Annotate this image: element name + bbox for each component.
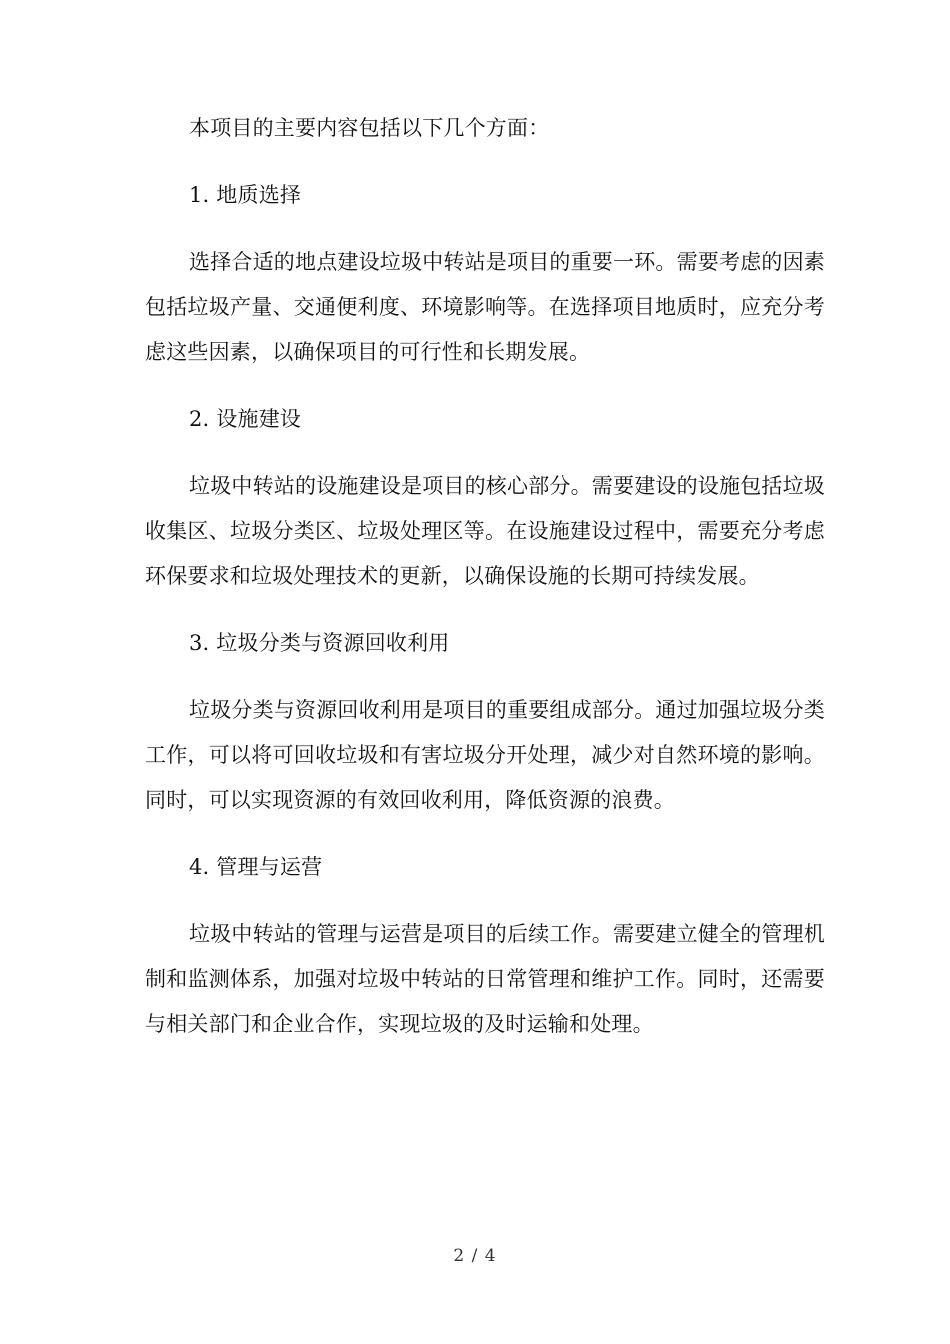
section-heading-site-selection: 1. 地质选择 [189,183,302,207]
intro-paragraph: 本项目的主要内容包括以下几个方面： [189,116,550,140]
section-heading-management-operation: 4. 管理与运营 [189,855,323,879]
section-heading-sorting-recycling: 3. 垃圾分类与资源回收利用 [189,631,450,655]
section-body-facility-construction: 垃圾中转站的设施建设是项目的核心部分。需要建设的设施包括垃圾收集区、垃圾分类区、垃圾处理区等。在设施建设过程中，需要充分考虑环保要求和垃圾处理技术的更新，以确保设施的长期可持续发展。 [145,474,825,588]
page-number: 2 / 4 [453,1246,497,1266]
section-body-site-selection: 选择合适的地点建设垃圾中转站是项目的重要一环。需要考虑的因素包括垃圾产量、交通便利度、环境影响等。在选择项目地质时，应充分考虑这些因素，以确保项目的可行性和长期发展。 [145,250,825,364]
section-body-management-operation: 垃圾中转站的管理与运营是项目的后续工作。需要建立健全的管理机制和监测体系，加强对垃圾中转站的日常管理和维护工作。同时，还需要与相关部门和企业合作，实现垃圾的及时运输和处理。 [145,922,825,1036]
section-heading-facility-construction: 2. 设施建设 [189,407,302,431]
section-body-sorting-recycling: 垃圾分类与资源回收利用是项目的重要组成部分。通过加强垃圾分类工作，可以将可回收垃圾和有害垃圾分开处理，减少对自然环境的影响。同时，可以实现资源的有效回收利用，降低资源的浪费。 [145,698,825,812]
document-body [145,106,825,1047]
